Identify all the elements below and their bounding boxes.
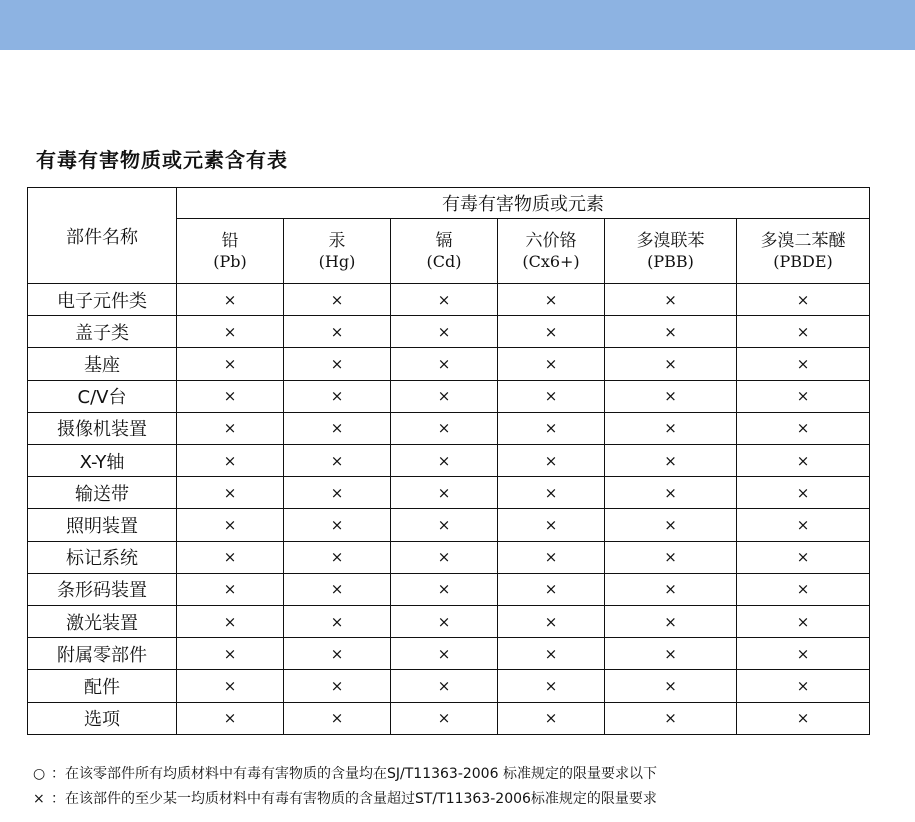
part-name-cell: 基座 (28, 348, 177, 380)
note-text: ：在该部件的至少某一均质材料中有毒有害物质的含量超过ST/T11363-2006标准规定的限量要求 (51, 791, 657, 807)
mark-cell: × (177, 348, 284, 380)
mark-cell: × (737, 541, 870, 573)
substance-group-header: 有毒有害物质或元素 (177, 188, 870, 219)
mark-cell: × (284, 380, 391, 412)
table-row (28, 638, 870, 670)
mark-cell: × (737, 509, 870, 541)
substance-name: 汞 (328, 230, 346, 251)
mark-cell: × (498, 380, 605, 412)
mark-cell: × (284, 445, 391, 477)
mark-cell: × (605, 638, 737, 670)
mark-cell: × (737, 638, 870, 670)
mark-cell: × (177, 670, 284, 702)
mark-cell: × (284, 509, 391, 541)
mark-cell: × (391, 445, 498, 477)
note-circle (33, 763, 657, 783)
mark-cell: × (391, 380, 498, 412)
cross-symbol: × (33, 791, 45, 807)
mark-cell: × (737, 284, 870, 316)
mark-cell: × (605, 445, 737, 477)
mark-cell: × (498, 670, 605, 702)
mark-cell: × (177, 284, 284, 316)
mark-cell: × (498, 509, 605, 541)
mark-cell: × (605, 348, 737, 380)
part-name-cell: 标记系统 (28, 541, 177, 573)
mark-cell: × (498, 348, 605, 380)
substance-name: 铅 (221, 230, 239, 251)
column-header (391, 219, 498, 284)
part-name-cell: 条形码装置 (28, 573, 177, 605)
mark-cell: × (177, 573, 284, 605)
mark-cell: × (284, 573, 391, 605)
note-cross (33, 788, 657, 808)
substance-name: 多溴联苯 (636, 230, 705, 251)
mark-cell: × (605, 477, 737, 509)
mark-cell: × (737, 573, 870, 605)
mark-cell: × (737, 702, 870, 734)
table-row (28, 509, 870, 541)
mark-cell: × (391, 573, 498, 605)
substance-name: 多溴二苯醚 (760, 230, 846, 251)
mark-cell: × (498, 445, 605, 477)
substance-table (27, 187, 870, 735)
part-name-cell: 选项 (28, 702, 177, 734)
mark-cell: × (498, 284, 605, 316)
mark-cell: × (391, 509, 498, 541)
mark-cell: × (391, 412, 498, 444)
table-row (28, 348, 870, 380)
mark-cell: × (284, 412, 391, 444)
mark-cell: × (737, 380, 870, 412)
table-row (28, 573, 870, 605)
mark-cell: × (605, 702, 737, 734)
column-header (177, 219, 284, 284)
mark-cell: × (737, 670, 870, 702)
part-name-cell: 配件 (28, 670, 177, 702)
mark-cell: × (177, 638, 284, 670)
substance-symbol: (Cd) (426, 251, 462, 271)
mark-cell: × (498, 638, 605, 670)
part-name-header: 部件名称 (28, 188, 177, 284)
column-header (284, 219, 391, 284)
substance-symbol: (PBB) (647, 251, 694, 271)
substance-symbol: (Hg) (318, 251, 356, 271)
part-name-cell: 电子元件类 (28, 284, 177, 316)
mark-cell: × (605, 316, 737, 348)
substance-symbol: (Cx6+) (522, 251, 580, 271)
mark-cell: × (177, 412, 284, 444)
mark-cell: × (177, 606, 284, 638)
mark-cell: × (605, 412, 737, 444)
part-name-cell: 激光装置 (28, 606, 177, 638)
part-name-cell: 照明装置 (28, 509, 177, 541)
table-row (28, 412, 870, 444)
mark-cell: × (605, 509, 737, 541)
part-name-cell: 摄像机装置 (28, 412, 177, 444)
mark-cell: × (284, 606, 391, 638)
mark-cell: × (177, 445, 284, 477)
mark-cell: × (737, 412, 870, 444)
mark-cell: × (605, 380, 737, 412)
mark-cell: × (498, 477, 605, 509)
part-name-cell: X-Y轴 (28, 445, 177, 477)
mark-cell: × (605, 606, 737, 638)
mark-cell: × (177, 380, 284, 412)
mark-cell: × (391, 702, 498, 734)
mark-cell: × (284, 348, 391, 380)
table-row (28, 284, 870, 316)
mark-cell: × (498, 541, 605, 573)
substance-symbol: (PBDE) (773, 251, 833, 271)
mark-cell: × (737, 316, 870, 348)
mark-cell: × (391, 541, 498, 573)
mark-cell: × (498, 316, 605, 348)
mark-cell: × (177, 509, 284, 541)
document-title: 有毒有害物质或元素含有表 (36, 148, 288, 172)
mark-cell: × (737, 348, 870, 380)
mark-cell: × (284, 638, 391, 670)
part-name-cell: C/V台 (28, 380, 177, 412)
mark-cell: × (391, 477, 498, 509)
part-name-cell: 盖子类 (28, 316, 177, 348)
mark-cell: × (284, 702, 391, 734)
mark-cell: × (177, 316, 284, 348)
mark-cell: × (391, 284, 498, 316)
table-row (28, 316, 870, 348)
mark-cell: × (498, 573, 605, 605)
note-text: ：在该零部件所有均质材料中有毒有害物质的含量均在SJ/T11363-2006 标准规定的限量要求以下 (51, 766, 657, 782)
part-name-cell: 附属零部件 (28, 638, 177, 670)
mark-cell: × (737, 477, 870, 509)
substance-name: 六价铬 (525, 230, 577, 251)
table-row (28, 445, 870, 477)
mark-cell: × (284, 670, 391, 702)
mark-cell: × (605, 284, 737, 316)
table-row (28, 670, 870, 702)
mark-cell: × (498, 702, 605, 734)
mark-cell: × (284, 316, 391, 348)
mark-cell: × (177, 477, 284, 509)
header-bar (0, 0, 915, 50)
substance-symbol: (Pb) (213, 251, 247, 271)
table-row (28, 702, 870, 734)
column-header (498, 219, 605, 284)
mark-cell: × (284, 541, 391, 573)
substance-name: 镉 (435, 230, 453, 251)
mark-cell: × (391, 348, 498, 380)
table-row (28, 606, 870, 638)
mark-cell: × (605, 541, 737, 573)
mark-cell: × (391, 638, 498, 670)
column-header (605, 219, 737, 284)
mark-cell: × (284, 284, 391, 316)
mark-cell: × (498, 412, 605, 444)
table-row (28, 541, 870, 573)
column-header (737, 219, 870, 284)
mark-cell: × (605, 573, 737, 605)
circle-symbol: ○ (33, 766, 46, 782)
mark-cell: × (284, 477, 391, 509)
part-name-cell: 输送带 (28, 477, 177, 509)
mark-cell: × (391, 316, 498, 348)
mark-cell: × (177, 702, 284, 734)
mark-cell: × (177, 541, 284, 573)
table-row (28, 380, 870, 412)
mark-cell: × (737, 445, 870, 477)
mark-cell: × (737, 606, 870, 638)
table-row (28, 477, 870, 509)
mark-cell: × (391, 670, 498, 702)
mark-cell: × (498, 606, 605, 638)
mark-cell: × (391, 606, 498, 638)
mark-cell: × (605, 670, 737, 702)
